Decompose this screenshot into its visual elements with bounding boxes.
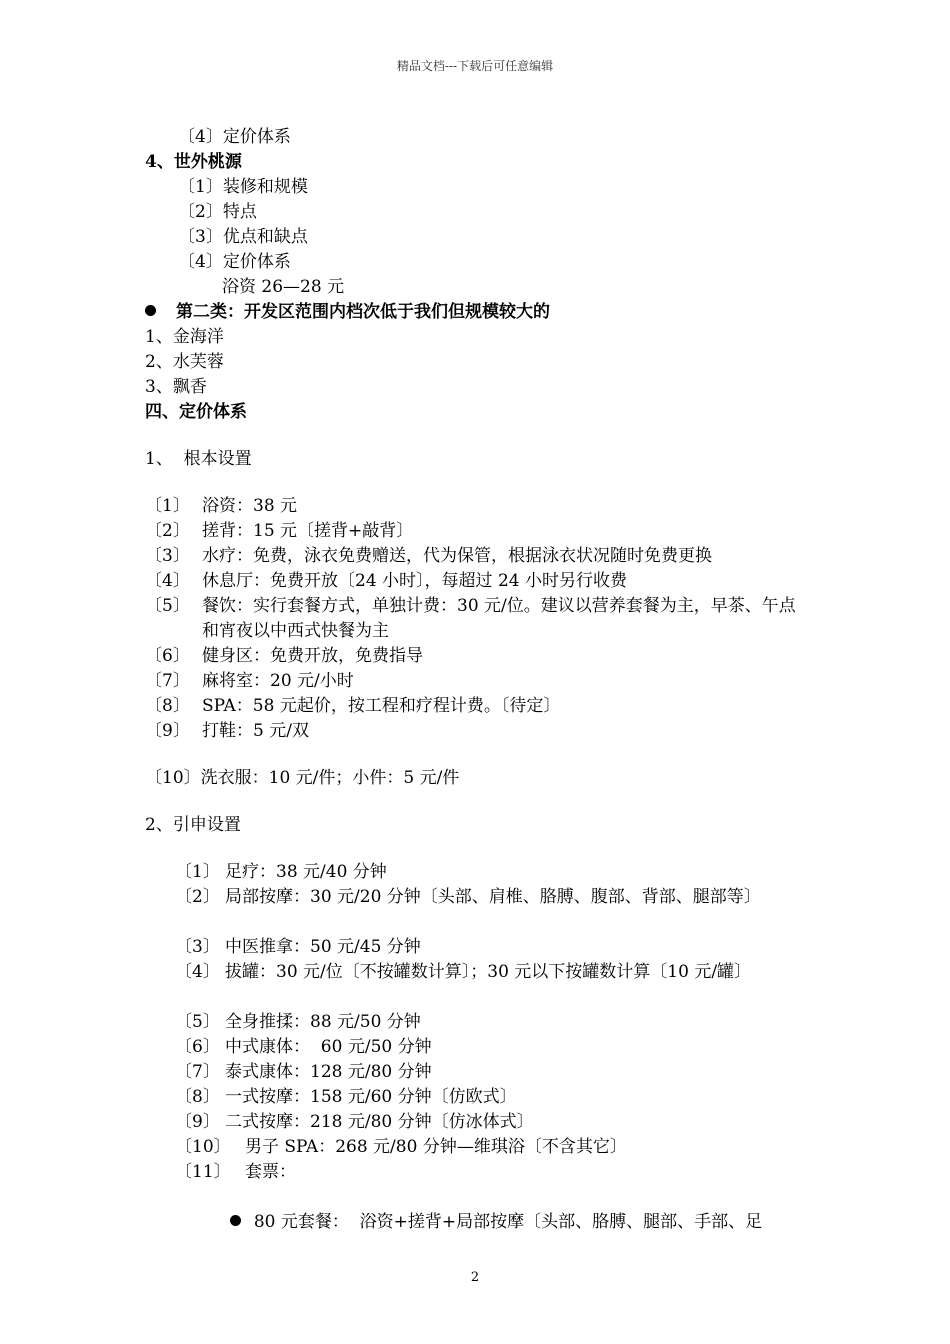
sub-item: 〔2〕特点	[178, 202, 257, 222]
list-item: 〔4〕 休息厅：免费开放〔24 小时〕，每超过 24 小时另行收费	[145, 571, 627, 591]
heading-shiwai-taoyuan: 4、世外桃源	[145, 152, 242, 172]
section-4-title: 四、定价体系	[145, 402, 247, 422]
page-number: 2	[470, 1270, 480, 1285]
extended-settings-title: 2、引申设置	[145, 815, 241, 835]
list-item: 〔7〕 泰式康体：128 元/80 分钟	[175, 1062, 432, 1082]
list-item: 〔8〕 SPA：58 元起价，按工程和疗程计费。〔待定〕	[145, 696, 561, 716]
list-item: 〔5〕 餐饮：实行套餐方式，单独计费：30 元/位。建议以营养套餐为主，早茶、午点和宵夜以中西式快餐为主	[145, 596, 796, 641]
list-item: 〔6〕 中式康体： 60 元/50 分钟	[175, 1037, 432, 1057]
list-item: 1、金海洋	[145, 327, 224, 347]
list-item: 〔9〕 二式按摩：218 元/80 分钟〔仿冰体式〕	[175, 1112, 534, 1132]
list-item: 〔4〕 拔罐：30 元/位〔不按罐数计算〕；30 元以下按罐数计算〔10 元/罐〕	[175, 962, 752, 982]
list-item: 〔11〕 套票：	[175, 1162, 296, 1182]
list-item: 〔5〕 全身推揉：88 元/50 分钟	[175, 1012, 421, 1032]
sub-item: 〔1〕装修和规模	[178, 177, 308, 197]
list-item: 〔3〕 中医推拿：50 元/45 分钟	[175, 937, 421, 957]
page-header: 精品文档---下载后可任意编辑	[396, 59, 554, 73]
list-item: 3、飘香	[145, 377, 207, 397]
sub-item: 〔3〕优点和缺点	[178, 227, 308, 247]
list-item: 〔2〕 搓背：15 元〔搓背+敲背〕	[145, 521, 414, 541]
list-item: 〔1〕 足疗：38 元/40 分钟	[175, 862, 387, 882]
list-item: 2、水芙蓉	[145, 352, 224, 372]
bath-price: 浴资 26—28 元	[222, 277, 345, 297]
list-item: 〔1〕 浴资：38 元	[145, 496, 298, 516]
package-80-item: 80 元套餐： 浴资+搓背+局部按摩〔头部、胳膊、腿部、手部、足	[219, 1185, 762, 1235]
list-item: 〔10〕 男子 SPA：268 元/80 分钟—维琪浴〔不含其它〕	[175, 1137, 627, 1157]
bullet-icon	[145, 305, 156, 316]
list-item: 〔9〕 打鞋：5 元/双	[145, 721, 309, 741]
list-item: 〔8〕 一式按摩：158 元/60 分钟〔仿欧式〕	[175, 1087, 517, 1107]
list-item: 〔3〕 水疗：免费，泳衣免费赠送，代为保管，根据泳衣状况随时免费更换	[145, 546, 712, 566]
list-item: 〔7〕 麻将室：20 元/小时	[145, 671, 354, 691]
bullet-icon	[230, 1215, 241, 1226]
list-item: 〔2〕 局部按摩：30 元/20 分钟〔头部、肩椎、胳膊、腹部、背部、腿部等〕	[175, 887, 761, 907]
list-item: 〔6〕 健身区：免费开放，免费指导	[145, 646, 423, 666]
category-2-title: 第二类：开发区范围内档次低于我们但规模较大的	[145, 300, 550, 325]
item-pricing-system: 〔4〕定价体系	[178, 127, 291, 147]
sub-item: 〔4〕定价体系	[178, 252, 291, 272]
list-item-laundry: 〔10〕洗衣服：10 元/件；小件：5 元/件	[145, 768, 460, 788]
basic-settings-title: 1、 根本设置	[145, 449, 252, 469]
